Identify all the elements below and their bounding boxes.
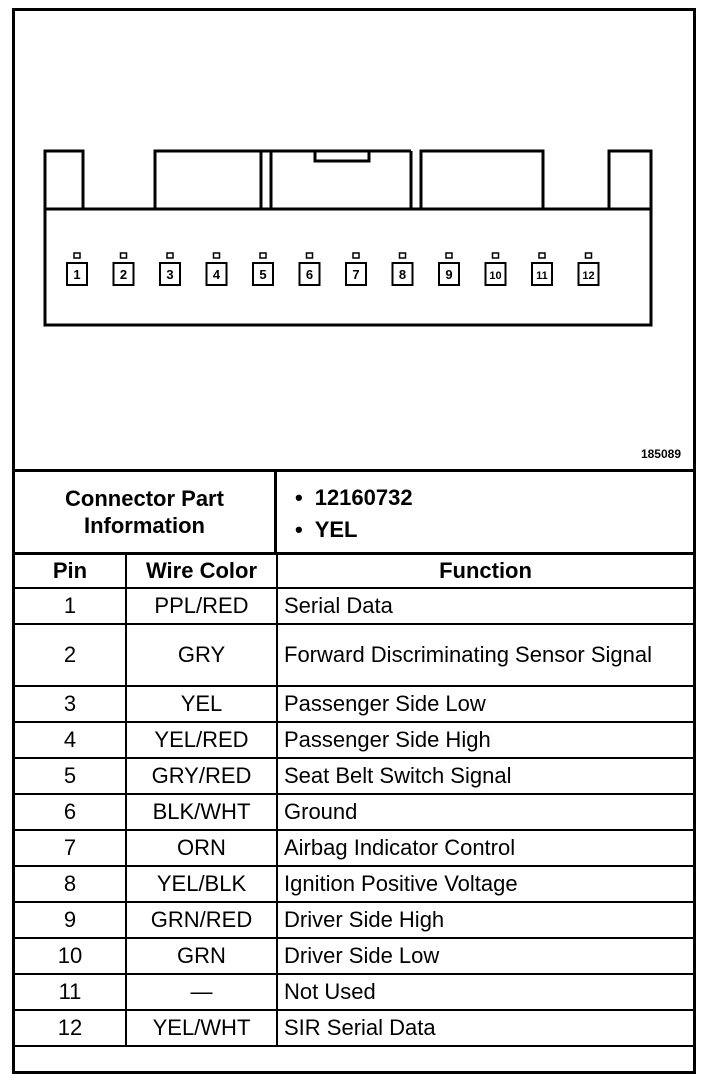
header-pin: Pin (15, 555, 126, 588)
pin-cell: 11 (15, 974, 126, 1010)
pin-latch-mark (307, 253, 313, 258)
pin-number-label: 3 (166, 267, 174, 282)
table-row (15, 722, 693, 758)
pin-cell: 1 (15, 588, 126, 624)
connector-end-view-frame (12, 8, 696, 1074)
pin-cell: 8 (15, 866, 126, 902)
pin-cell: 10 (15, 938, 126, 974)
wire-color-cell: YEL (126, 686, 277, 722)
connector-pin-6 (300, 253, 320, 285)
wire-color-cell: GRY (126, 624, 277, 686)
pin-latch-mark (260, 253, 266, 258)
pin-latch-mark (493, 253, 499, 258)
label-line-2: Information (83, 513, 205, 538)
header-function: Function (277, 555, 693, 588)
pin-number-label: 11 (536, 270, 548, 282)
connector-pin-10 (486, 253, 506, 285)
pin-cell: 9 (15, 902, 126, 938)
function-cell: Airbag Indicator Control (277, 830, 693, 866)
connector-pin-1 (67, 253, 87, 285)
connector-pin-3 (160, 253, 180, 285)
function-cell: Driver Side Low (277, 938, 693, 974)
table-row (15, 624, 693, 686)
pin-cell: 2 (15, 624, 126, 686)
pin-cell: 5 (15, 758, 126, 794)
pin-cell: 7 (15, 830, 126, 866)
pin-latch-mark (74, 253, 80, 258)
wire-color-cell: YEL/BLK (126, 866, 277, 902)
wire-color-cell: GRN/RED (126, 902, 277, 938)
connector-part-info-label (15, 472, 277, 552)
label-line-1: Connector Part (65, 486, 224, 511)
function-cell: Passenger Side High (277, 722, 693, 758)
function-cell: Passenger Side Low (277, 686, 693, 722)
wire-color-cell: — (126, 974, 277, 1010)
pin-latch-mark (214, 253, 220, 258)
connector-pin-2 (114, 253, 134, 285)
connector-part-info-values (295, 482, 413, 546)
table-row (15, 794, 693, 830)
function-cell: Driver Side High (277, 902, 693, 938)
wire-color-cell: YEL/WHT (126, 1010, 277, 1046)
pin-number-label: 5 (259, 267, 267, 282)
pin-latch-mark (353, 253, 359, 258)
function-cell: Serial Data (277, 588, 693, 624)
pin-cell: 3 (15, 686, 126, 722)
table-row (15, 686, 693, 722)
wire-color-cell: BLK/WHT (126, 794, 277, 830)
wire-color-cell: YEL/RED (126, 722, 277, 758)
part-number: • 12160732 (295, 482, 413, 514)
table-row (15, 758, 693, 794)
wire-color-cell: PPL/RED (126, 588, 277, 624)
table-row (15, 902, 693, 938)
connector-pin-8 (393, 253, 413, 285)
connector-pin-9 (439, 253, 459, 285)
figure-id: 185089 (640, 447, 681, 461)
pin-number-label: 8 (398, 267, 407, 282)
wire-color-cell: GRN (126, 938, 277, 974)
table-row (15, 938, 693, 974)
table-row (15, 830, 693, 866)
connector-pin-7 (346, 253, 366, 285)
connector-pin-12 (579, 253, 599, 285)
pin-cell: 12 (15, 1010, 126, 1046)
pin-number-label: 2 (119, 267, 128, 282)
wire-color-cell: ORN (126, 830, 277, 866)
pin-number-label: 4 (212, 267, 221, 282)
function-cell: Ground (277, 794, 693, 830)
pin-number-label: 7 (352, 267, 360, 282)
connector-pin-11 (532, 253, 552, 285)
pin-cell: 6 (15, 794, 126, 830)
pin-latch-mark (167, 253, 173, 258)
pin-latch-mark (539, 253, 545, 258)
function-cell: Ignition Positive Voltage (277, 866, 693, 902)
pin-number-label: 6 (305, 267, 314, 282)
wire-color-cell: GRY/RED (126, 758, 277, 794)
function-cell: SIR Serial Data (277, 1010, 693, 1046)
pin-number-label: 9 (445, 267, 453, 282)
table-row (15, 1010, 693, 1046)
pin-number-label: 1 (73, 267, 81, 282)
function-cell: Seat Belt Switch Signal (277, 758, 693, 794)
table-row (15, 866, 693, 902)
connector-outline (15, 11, 693, 341)
table-header-row (15, 555, 693, 588)
connector-pin-5 (253, 253, 273, 285)
pin-latch-mark (446, 253, 452, 258)
function-cell: Not Used (277, 974, 693, 1010)
pin-number-label: 10 (489, 270, 502, 282)
table-row (15, 588, 693, 624)
pinout-table (15, 555, 693, 1047)
header-wire-color: Wire Color (126, 555, 277, 588)
table-row (15, 974, 693, 1010)
connector-color: • YEL (295, 514, 413, 546)
pin-latch-mark (400, 253, 406, 258)
connector-part-info (15, 469, 693, 555)
pin-latch-mark (586, 253, 592, 258)
pin-number-label: 12 (582, 270, 595, 282)
pin-cell: 4 (15, 722, 126, 758)
pin-latch-mark (121, 253, 127, 258)
function-cell: Forward Discriminating Sensor Signal (277, 624, 693, 686)
connector-pin-4 (207, 253, 227, 285)
connector-diagram (15, 11, 693, 466)
